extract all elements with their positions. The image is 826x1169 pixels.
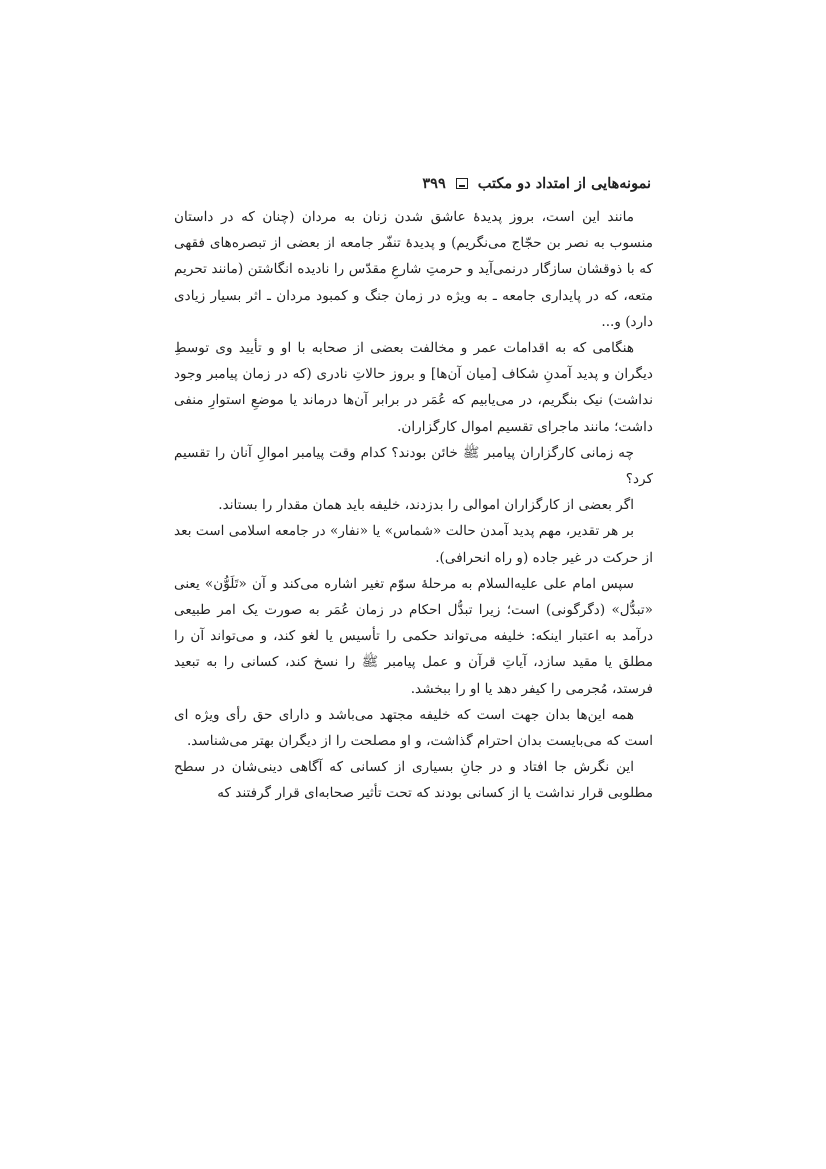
paragraph-4: اگر بعضی از کارگزاران اموالی را بدزدند، خلیفه باید همان مقدار را بستاند. — [218, 497, 634, 514]
paragraph-6: سپس امام علی عليه‌السلام به مرحلهٔ سوّم تغیر اشاره می‌کند و آن «تَلَوُّن» یعنی «تبدُّل» (دگرگونی) است؛ زیرا تبدُّل احکام در زمان عُمَر به صورت یک امر طبیعی درآمد به اعتبار اینکه: خلیفه می‌تواند حکمی را تأسیس یا لغو کند، و می‌تواند آن را مطلق یا مقید سازد، آیاتِ قرآن و عمل پیامبر ﷺ را نسخ کند، کسانی را به تبعید فرستد، مُجرمی را کیفر دهد یا او را ببخشد. — [174, 575, 653, 697]
page-number: ۳۹۹ — [422, 174, 446, 192]
paragraph-8: این نگرش جا افتاد و در جانِ بسیاری از کسانی که آگاهی دینی‌شان در سطح مطلوبی قرار نداشت یا از کسانی بودند که تحت تأثیر صحابه‌ای قرار گرفتند که — [174, 759, 653, 802]
body-text — [174, 204, 653, 807]
square-marker-icon — [456, 178, 468, 189]
paragraph-2: هنگامی که به اقدامات عمر و مخالفت بعضی از صحابه با او و تأیید وی توسطِ دیگران و پدید آمدنِ شکاف [میان آن‌ها] و بروز حالاتِ نادری (که در زمان پیامبر وجود نداشت) نیک بنگریم، در می‌یابیم که عُمَر در برابر آن‌ها درماند یا موضعِ استوارِ منفی داشت؛ مانند ماجرای تقسیم اموال کارگزاران. — [174, 340, 653, 435]
paragraph-3: چه زمانی کارگزاران پیامبر ﷺ خائن بودند؟ کدام وقت پیامبر اموالِ آنان را تقسیم کرد؟ — [174, 444, 653, 488]
running-head — [175, 168, 651, 198]
paragraph-1: مانند این است، بروز پدیدهٔ عاشق شدن زنان به مردان (چنان که در داستان منسوب به نصر بن حجّاج می‌نگریم) و پدیدهٔ تنفّر جامعه از بعضی از تبصره‌های فقهی که با ذوقشان سازگار درنمی‌آید و حرمتِ شارعِ مقدّس را نادیده انگاشتن (مانند تحریم متعه، که در پایداری جامعه ـ به ویژه در زمان جنگ و کمبود مردان ـ اثر بسیار زیادی دارد) و... — [174, 209, 653, 330]
paragraph-5: بر هر تقدیر، مهم پدید آمدن حالت «شماس» یا «نفار» در جامعه اسلامی است بعد از حرکت در غیر جاده (و راه انحرافی). — [174, 523, 653, 566]
chapter-title: نمونه‌هایی از امتداد دو مکتب — [477, 174, 651, 192]
paragraph-7: همه این‌ها بدان جهت است که خلیفه مجتهد می‌باشد و دارای حق رأی ویژه ای است که می‌بایست بدان احترام گذاشت، و او مصلحت را از دیگران بهتر می‌شناسد. — [174, 706, 653, 750]
